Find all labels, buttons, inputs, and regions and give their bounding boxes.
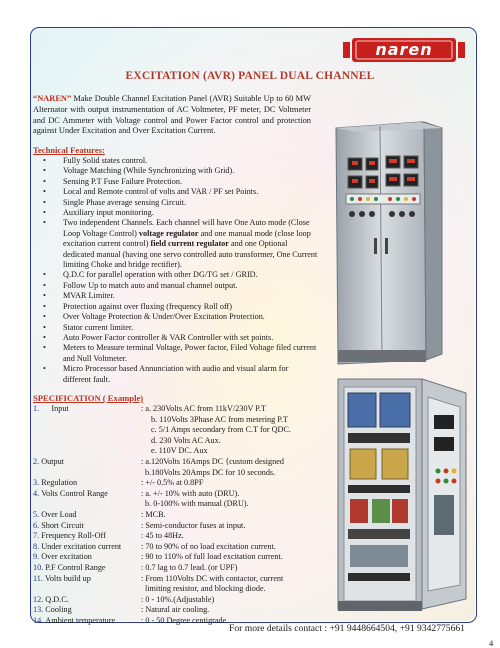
feature-item: • Voltage Matching (While Synchronizing with Grid).	[43, 166, 235, 176]
bullet: •	[43, 166, 46, 176]
intro-text: Make Double Channel Excitation Panel (AVR) Suitable Up to 60 MW Alternator with output instrumentation of AC Voltmeter, PF meter, DC Voltmeter and DC Ammeter with Voltage control and Power Factor control and protection against Under Excitation and Over Excitation Current.	[33, 94, 311, 136]
technical-features-heading: Technical Features:	[33, 145, 105, 155]
feature-item: • Auto Power Factor controller & VAR Controller with set points.	[43, 332, 274, 342]
feature-item: • Follow Up to match auto and manual channel output.	[43, 280, 238, 290]
contact-line: For more details contact : +91 9448664504, +91 9342775661	[229, 623, 465, 634]
feature-item: • Two independent Channels. Each channel will have One Auto mode (Close Loop Voltage Control) voltage regulator and one manual mode (close loop excitation current control) field current regulator and one Optional dedicated manual (having one servo controlled auto transformer, One Current limiting Choke and bridge rectifier).	[43, 218, 318, 270]
spec-row: 12. Q.D.C. : 0 - 10%.(Adjustable)	[33, 594, 215, 604]
spec-row: limiting resistor, and blocking diode.	[145, 584, 266, 594]
logo-text: naren	[375, 40, 433, 59]
bullet: •	[43, 197, 46, 207]
feature-item: • Auxiliary input monitoring.	[43, 208, 154, 218]
intro-paragraph	[33, 94, 311, 137]
feature-item: • Q.D.C for parallel operation with other DG/TG set / GRID.	[43, 270, 258, 280]
bullet: •	[43, 187, 46, 197]
feature-item: • Sensing P.T Fuse Failure Protection.	[43, 176, 183, 186]
spec-row: 8. Under excitation current : 70 to 90% of no load excitation current.	[33, 541, 276, 551]
spec-row: 5. Over Load : MCB.	[33, 509, 166, 519]
feature-item: • Single Phase average sensing Circuit.	[43, 197, 187, 207]
spec-row: c. 5/1 Amps secondary from C.T for QDC.	[151, 425, 291, 435]
specification-list	[33, 404, 333, 626]
bullet: •	[43, 280, 46, 290]
bullet: •	[43, 312, 46, 322]
spec-row: 7. Frequency Roll-Off : 45 to 48Hz.	[33, 531, 184, 541]
bullet: •	[43, 270, 46, 280]
spec-row: 10. P.F Control Range : 0.7 lag to 0.7 lead. (or UPF)	[33, 562, 238, 572]
bullet: •	[43, 176, 46, 186]
spec-row: 14. Ambient temperature : 0 - 50 Degree centigrade.	[33, 615, 229, 625]
feature-item: • Local and Remote control of volts and VAR / PF set Points.	[43, 187, 259, 197]
spec-row: 13. Cooling : Natural air cooling.	[33, 605, 210, 615]
bullet: •	[43, 218, 46, 228]
spec-row: d. 230 Volts AC Aux.	[151, 435, 221, 445]
features-list	[33, 156, 318, 385]
bullet: •	[43, 291, 46, 301]
spec-row: 4. Volts Control Range : a. +/- 10% with auto (DRU).	[33, 488, 240, 498]
bullet: •	[43, 156, 46, 165]
specification-heading: SPECIFICATION ( Example)	[33, 393, 144, 403]
page-title: EXCITATION (AVR) PANEL DUAL CHANNEL	[125, 70, 375, 82]
bullet: •	[43, 364, 46, 374]
feature-item: • Over Voltage Protection & Under/Over Excitation Protection.	[43, 312, 265, 322]
spec-row: b. 110Volts 3Phase AC from metering P.T	[151, 414, 288, 424]
control-panel-photo-open	[330, 375, 472, 615]
feature-item: • Micro Processor based Annunciation with audio and visual alarm for different fault.	[43, 364, 289, 384]
bullet: •	[43, 208, 46, 218]
bullet: •	[43, 332, 46, 342]
page-number: 4	[489, 638, 494, 648]
feature-item: • Stator current limiter.	[43, 322, 134, 332]
control-panel-photo-top	[322, 118, 452, 370]
spec-row: 6. Short Circuit : Semi-conductor fuses at input.	[33, 520, 246, 530]
feature-item: • Meters to Measure terminal Voltage, Power factor, Filed Voltage filed current and Null Voltmeter.	[43, 343, 317, 363]
spec-row: 9. Over excitation : 90 to 110% of full load excitation current.	[33, 552, 283, 562]
spec-row: 3. Regulation : +/- 0.5% at 0.8PF	[33, 478, 204, 488]
spec-row: b.180Volts 20Amps DC for 10 seconds.	[145, 467, 276, 477]
spec-row: 1. Input : a. 230Volts AC from 11kV/230V P.T	[33, 404, 266, 413]
spec-row: e. 110V DC. Aux	[151, 446, 208, 456]
bullet: •	[43, 322, 46, 332]
intro-brand: “NAREN”	[33, 94, 72, 103]
spec-row: 2. Output : a.120Volts 16Amps DC {custom designed	[33, 456, 284, 466]
feature-item: • Protection against over fluxing (frequency Roll off)	[43, 301, 233, 311]
spec-row: b. 0-100% with manual (DRU).	[145, 499, 249, 509]
bullet: •	[43, 301, 46, 311]
spec-row: 11. Volts build up : From 110Volts DC with contactor, current	[33, 573, 284, 583]
feature-item: • MVAR Limiter.	[43, 291, 115, 301]
feature-item: • Fully Solid states control.	[43, 156, 148, 165]
bullet: •	[43, 343, 46, 353]
